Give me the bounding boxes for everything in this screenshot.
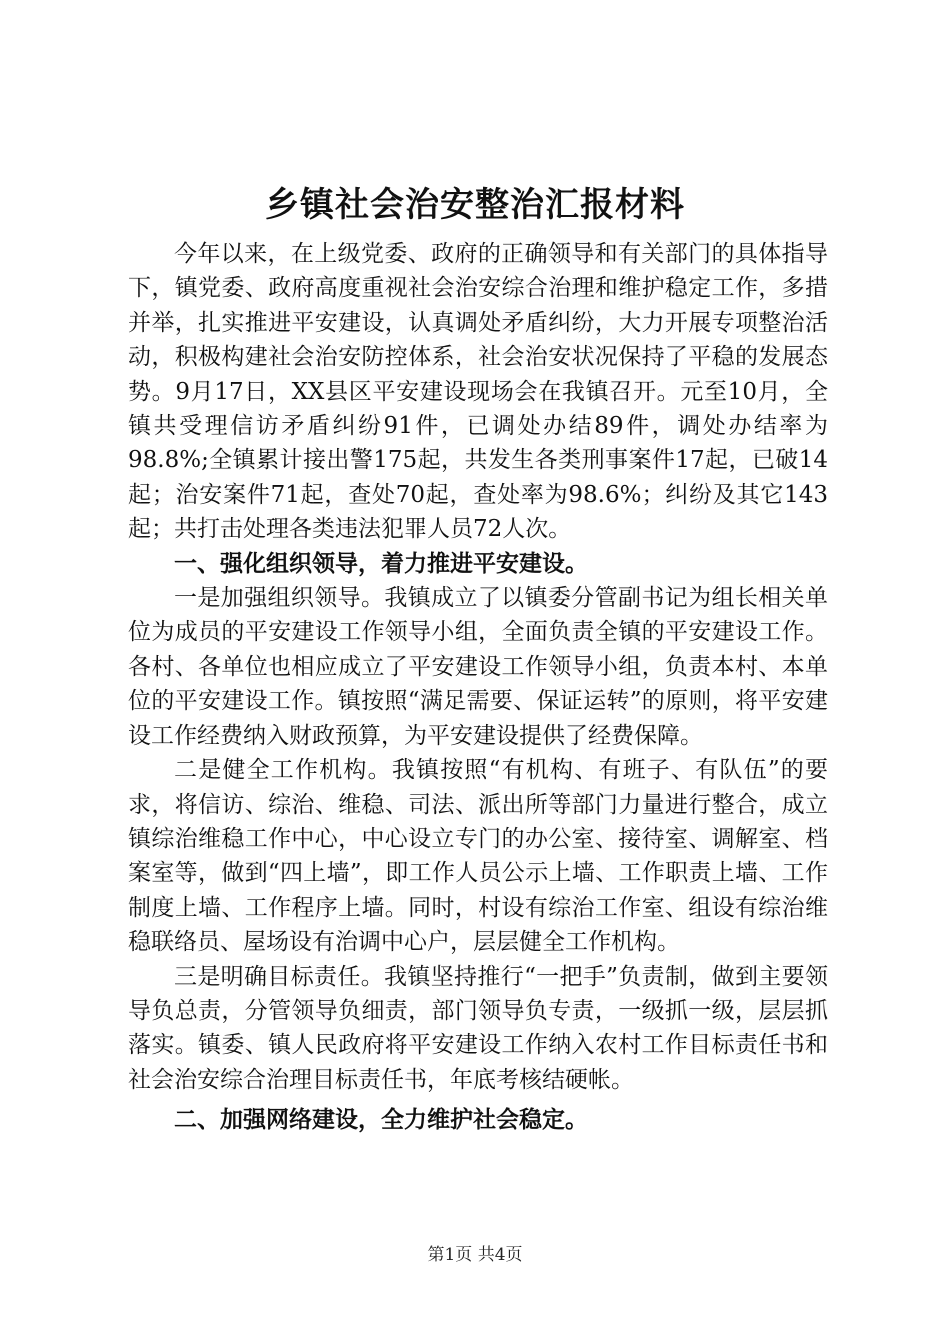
body-paragraph-organization: 二是健全工作机构。我镇按照“有机构、有班子、有队伍”的要求，将信访、综治、维稳、司法、派出所等部门力量进行整合，成立镇综治维稳工作中心，中心设立专门的办公室、接待室、调解室、档案室等，做到“四上墙”，即工作人员公示上墙、工作职责上墙、工作制度上墙、工作程序上墙。同时，村设有综治工作室、组设有综治维稳联络员、屋场设有治调中心户，层层健全工作机构。: [128, 757, 828, 956]
document-body: [128, 237, 828, 1138]
document-title: 乡镇社会治安整治汇报材料: [265, 185, 685, 225]
body-paragraph-leadership: 一是加强组织领导。我镇成立了以镇委分管副书记为组长相关单位为成员的平安建设工作领导小组，全面负责全镇的平安建设工作。各村、各单位也相应成立了平安建设工作领导小组，负责本村、本单位的平安建设工作。镇按照“满足需要、保证运转”的原则，将平安建设工作经费纳入财政预算，为平安建设提供了经费保障。: [128, 585, 828, 749]
page-footer: 第1页 共4页: [427, 1245, 523, 1265]
body-paragraph-responsibility: 三是明确目标责任。我镇坚持推行“一把手”负责制，做到主要领导负总责，分管领导负细责，部门领导负专责，一级抓一级，层层抓落实。镇委、镇人民政府将平安建设工作纳入农村工作目标责任书和社会治安综合治理目标责任书，年底考核结硬帐。: [128, 963, 828, 1093]
intro-paragraph: 今年以来，在上级党委、政府的正确领导和有关部门的具体指导下，镇党委、政府高度重视社会治安综合治理和维护稳定工作，多措并举，扎实推进平安建设，认真调处矛盾纠纷，大力开展专项整治活动，积极构建社会治安防控体系，社会治安状况保持了平稳的发展态势。9月17日，XX县区平安建设现场会在我镇召开。元至10月，全镇共受理信访矛盾纠纷91件，已调处办结89件，调处办结率为98.8%;全镇累计接出警175起，共发生各类刑事案件17起，已破14起；治安案件71起，查处70起，查处率为98.6%；纠纷及其它143起；共打击处理各类违法犯罪人员72人次。: [128, 241, 828, 543]
section-heading-2: 二、加强网络建设，全力维护社会稳定。: [174, 1107, 588, 1134]
section-heading-1: 一、强化组织领导，着力推进平安建设。: [174, 550, 588, 577]
